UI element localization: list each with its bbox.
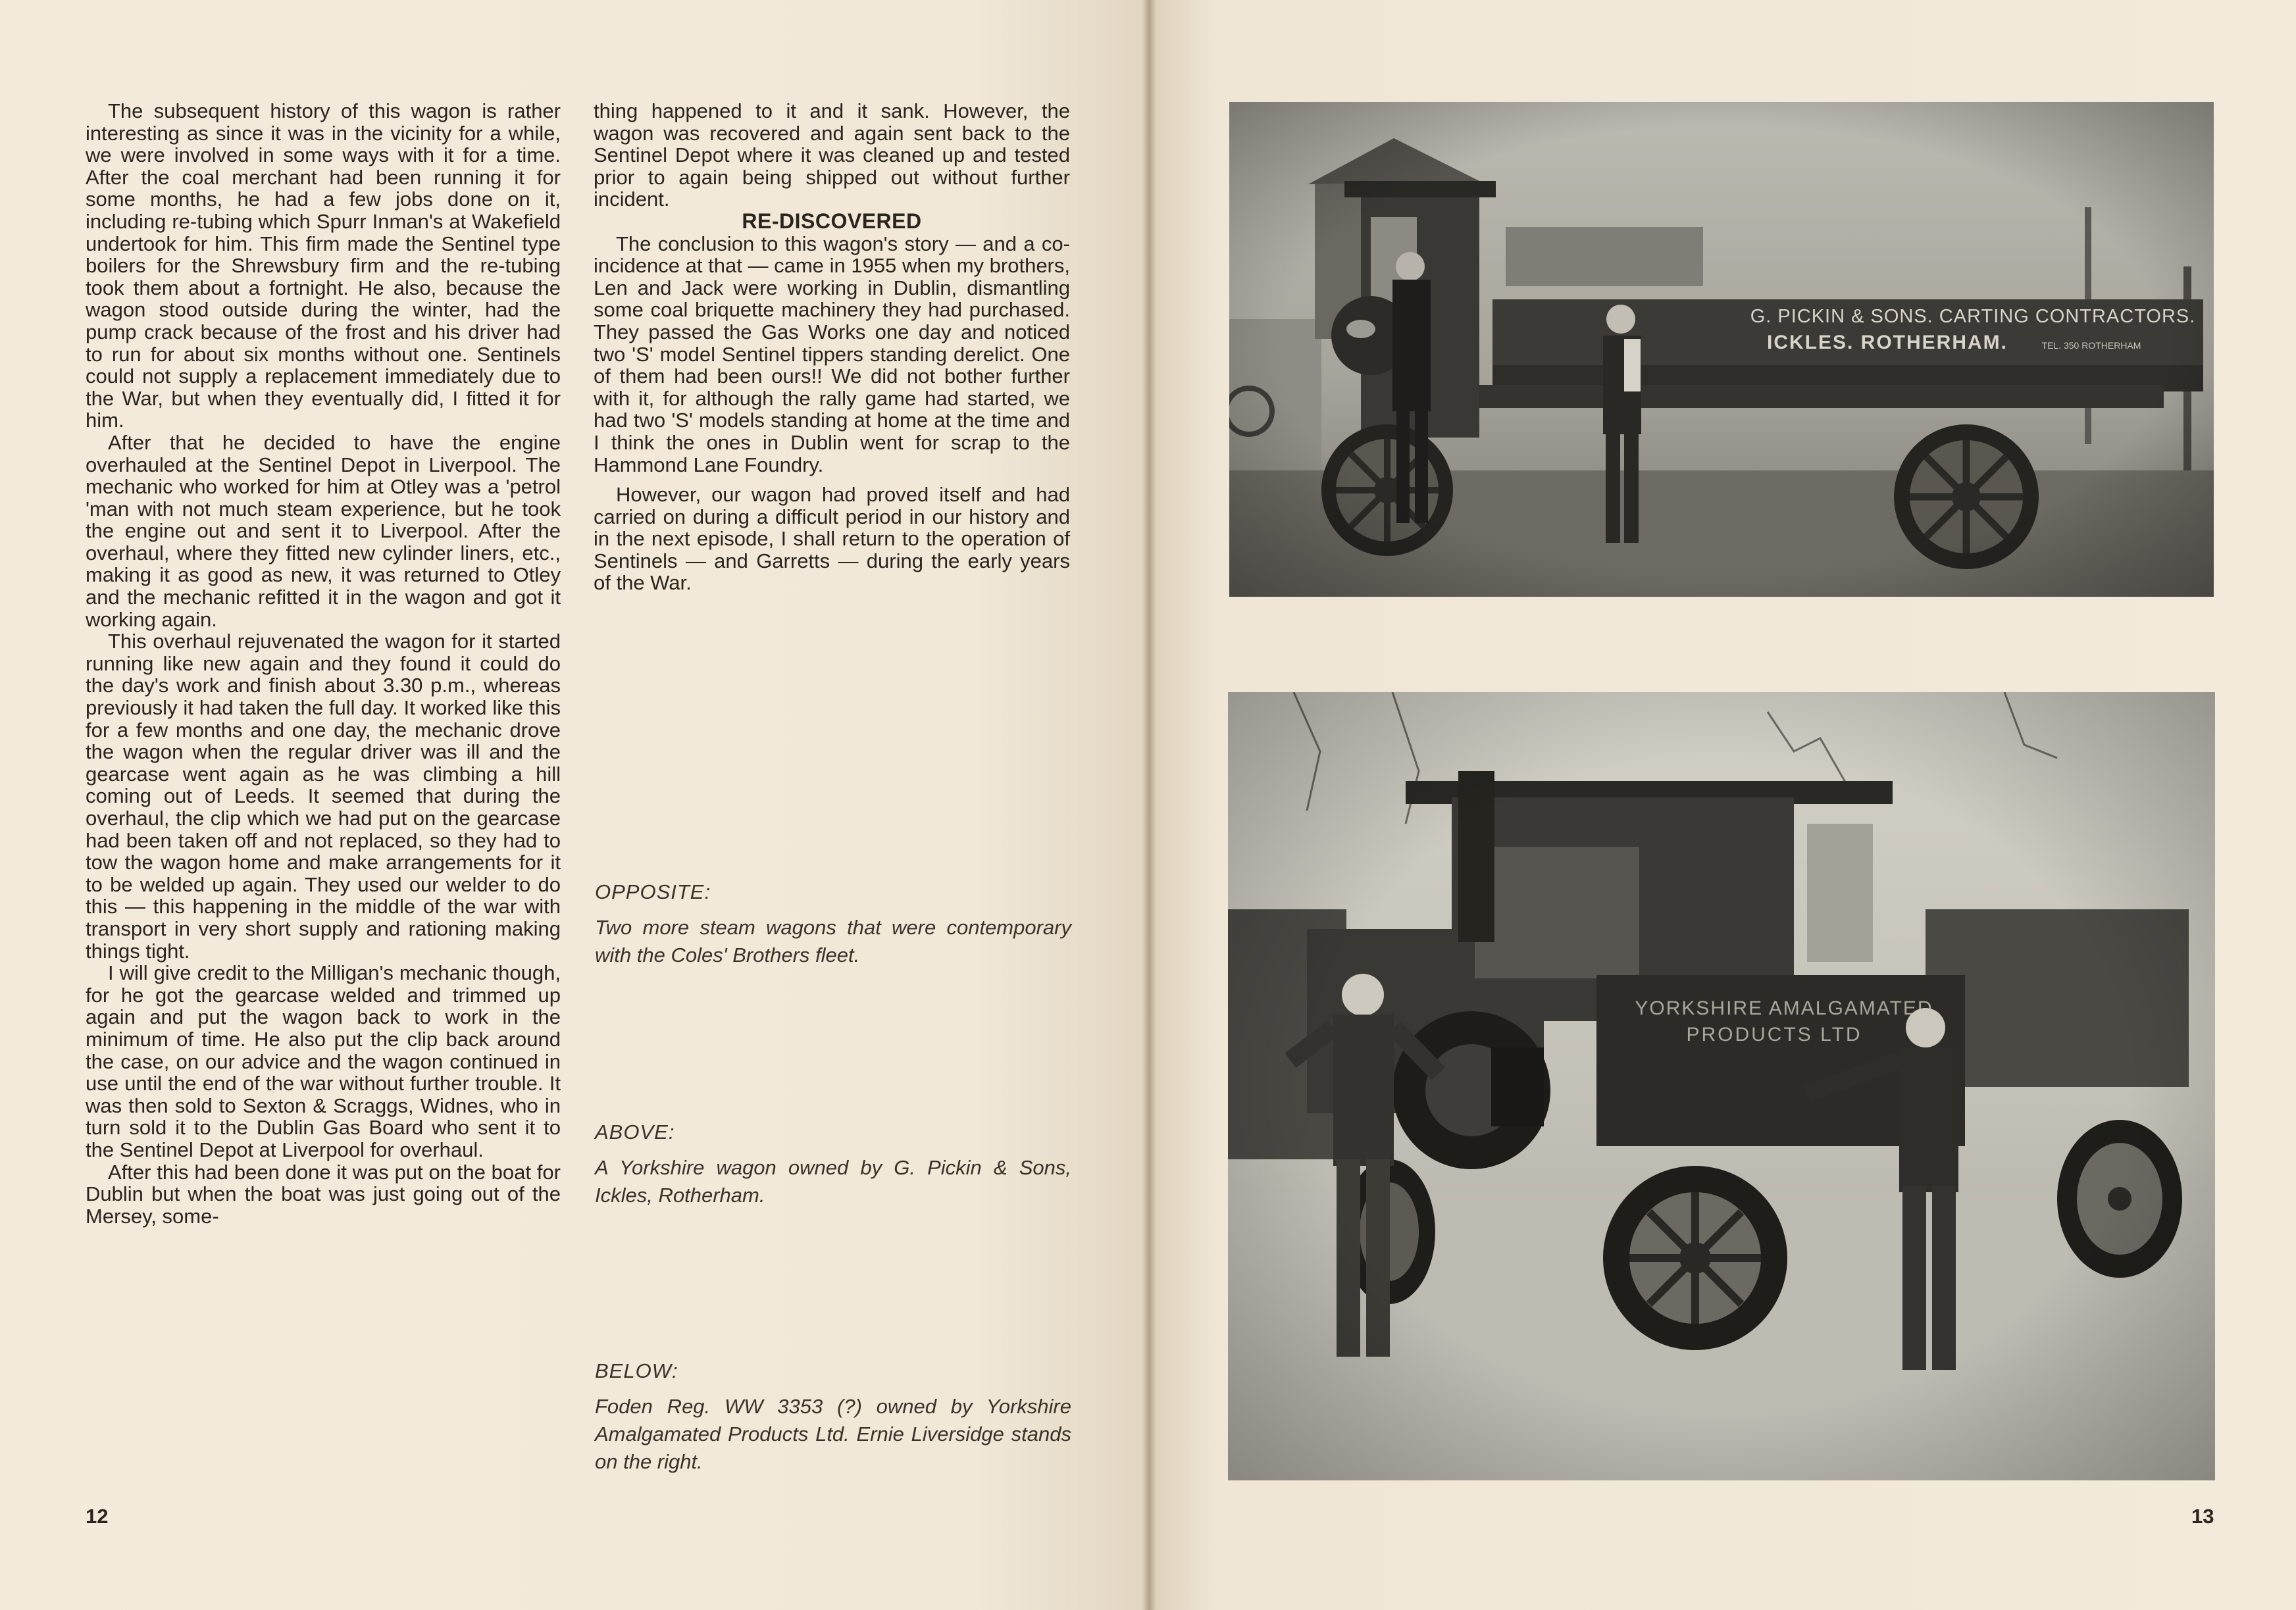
caption-below bbox=[595, 1357, 1071, 1476]
page-number-left: 12 bbox=[86, 1505, 109, 1528]
paragraph: I will give credit to the Milligan's mechanic though, for he got the gearcase welded and trimmed up again and put the wagon back to work in the minimum of time. He also put the clip back around the case, on our advice and the wagon continued in use until the end of the war without further trouble. It was then sold to Sexton & Scraggs, Widnes, who in turn sold it to the Dublin Gas Board who sent it to the Sentinel Depot at Liverpool for overhaul. bbox=[86, 961, 561, 1161]
paragraph-continuation: thing happened to it and it sank. However, the wagon was recovered and again sent back to the Sentinel Depot where it was cleaned up and tested prior to again being shipped out without further incident. bbox=[594, 99, 1070, 211]
caption-label: BELOW: bbox=[595, 1359, 678, 1382]
caption-text: Foden Reg. WW 3353 (?) owned by Yorkshire Amalgamated Products Ltd. Ernie Liversidge stands on the right. bbox=[595, 1395, 1071, 1473]
paragraph: The subsequent history of this wagon is rather interesting as since it was in the vicinity for a while, we were involved in some ways with it for a time. After the coal merchant had been running it for some months, he had a few jobs done on it, including re-tubing which Spurr Inman's at Wakefield undertook for him. This firm made the Sentinel type boilers for the Shrewsbury firm and the re-tubing took them about a fortnight. He also, because the wagon stood outside during the winter, had the pump crack because of the frost and his driver had to run for about six months without one. Sentinels could not supply a replacement immediately due to the War, but when they eventually did, I fitted it for him. bbox=[86, 99, 561, 432]
paragraph: After this had been done it was put on the boat for Dublin but when the boat was just going out of the Mersey, some- bbox=[86, 1160, 561, 1228]
page-number-right: 13 bbox=[2191, 1505, 2214, 1528]
caption-opposite bbox=[595, 878, 1071, 969]
photo-pickin-wagon bbox=[1229, 102, 2214, 597]
article-column-2 bbox=[594, 100, 1070, 594]
photo-foden-wagon bbox=[1228, 692, 2215, 1480]
book-gutter bbox=[1142, 0, 1156, 1610]
paragraph: The conclusion to this wagon's story — and a co-incidence at that — came in 1955 when my brothers, Len and Jack were working in Dublin, dismantling some coal briquette machinery they had purchased. They passed the Gas Works one day and noticed two 'S' model Sentinel tippers standing derelict. One of them had been ours!! We did not bother further with it, for although the rally game had started, we had two 'S' models standing at home at the time and I think the ones in Dublin went for scrap to the Hammond Lane Foundry. bbox=[594, 232, 1070, 476]
caption-label: ABOVE: bbox=[595, 1120, 675, 1144]
section-heading: RE-DISCOVERED bbox=[742, 209, 922, 233]
caption-label: OPPOSITE: bbox=[595, 880, 711, 903]
paragraph: This overhaul rejuvenated the wagon for it started running like new again and they found it could do the day's work and finish about 3.30 p.m., whereas previously it had taken the full day. It worked like this for a few months and one day, the mechanic drove the wagon when the regular driver was ill and the gearcase went again as he was climbing a hill coming out of Leeds. It seemed that during the overhaul, the clip which we had put on the gearcase had been taken off and not replaced, so they had to tow the wagon home and make arrangements for it to be welded up again. They used our welder to do this — this happening in the middle of the war with transport in very short supply and rationing making things tight. bbox=[86, 630, 561, 963]
caption-text: A Yorkshire wagon owned by G. Pickin & Sons, Ickles, Rotherham. bbox=[595, 1156, 1071, 1207]
article-column-1 bbox=[86, 100, 561, 1227]
caption-text: Two more steam wagons that were contemporary with the Coles' Brothers fleet. bbox=[595, 916, 1071, 967]
paragraph: After that he decided to have the engine overhauled at the Sentinel Depot in Liverpool. The mechanic who worked for him at Otley was a 'petrol 'man with not much steam experience, but he took the engine out and sent it to Liverpool. After the overhaul, where they fitted new cylinder liners, etc., making it as good as new, it was returned to Otley and the mechanic refitted it in the wagon and got it working again. bbox=[86, 430, 561, 631]
caption-above bbox=[595, 1119, 1071, 1209]
paragraph: However, our wagon had proved itself and had carried on during a difficult period in our history and in the next episode, I shall return to the operation of Sentinels — and Garretts — during the early years of the War. bbox=[594, 483, 1070, 595]
